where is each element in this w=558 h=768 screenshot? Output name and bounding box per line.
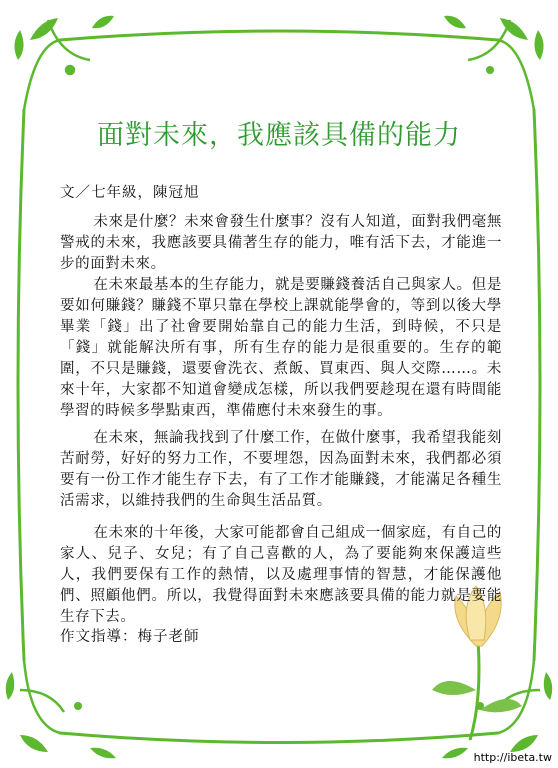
page-title: 面對未來，我應該具備的能力 bbox=[97, 120, 461, 151]
watermark-url: http://ibeta.tw bbox=[473, 751, 552, 764]
paragraph-3 bbox=[60, 428, 502, 512]
paragraph-text: 在未來最基本的生存能力，就是要賺錢養活自己與家人。但是要如何賺錢？賺錢不單只靠在學校上課就能學會的，等到以後大學畢業「錢」出了社會要開始靠自己的能力生活，到時候，不只是「錢」就能解決所有事，所有生存的能力是很重要的。生存的範圍，不只是賺錢，還要會洗衣、煮飯、買東西、與人交際……。未來十年，大家都不知道會變成怎樣，所以我們要趁現在還有時間能學習的時候多學點東西，準備應付未來發生的事。 bbox=[60, 277, 502, 419]
paragraph-text: 未來是什麼？未來會發生什麼事？沒有人知道，面對我們毫無警戒的未來，我應該要具備著生存的能力，唯有活下去，才能進一步的面對未來。 bbox=[60, 214, 502, 272]
teacher-credit: 作文指導：梅子老師 bbox=[60, 629, 200, 645]
paragraph-text: 在未來的十年後，大家可能都會自己組成一個家庭，有自己的家人、兒子、女兒；有了自己喜歡的人，為了要能夠來保護這些人，我們要保有工作的熱情，以及處理事情的智慧，才能保護他們、照顧他們。所以，我覺得面對未來應該要具備的能力就是要能生存下去。 bbox=[60, 525, 502, 625]
paragraph-1 bbox=[60, 212, 502, 275]
paragraph-2 bbox=[60, 275, 502, 422]
author-line: 文／七年級，陳冠旭 bbox=[60, 185, 200, 201]
paragraph-4 bbox=[60, 523, 502, 628]
paragraph-text: 在未來，無論我找到了什麼工作，在做什麼事，我希望我能刻苦耐勞，好好的努力工作，不要埋怨，因為面對未來，我們都必須要有一份工作才能生存下去，有了工作才能賺錢，才能滿足各種生活需求，以維持我們的生命與生活品質。 bbox=[60, 430, 502, 509]
